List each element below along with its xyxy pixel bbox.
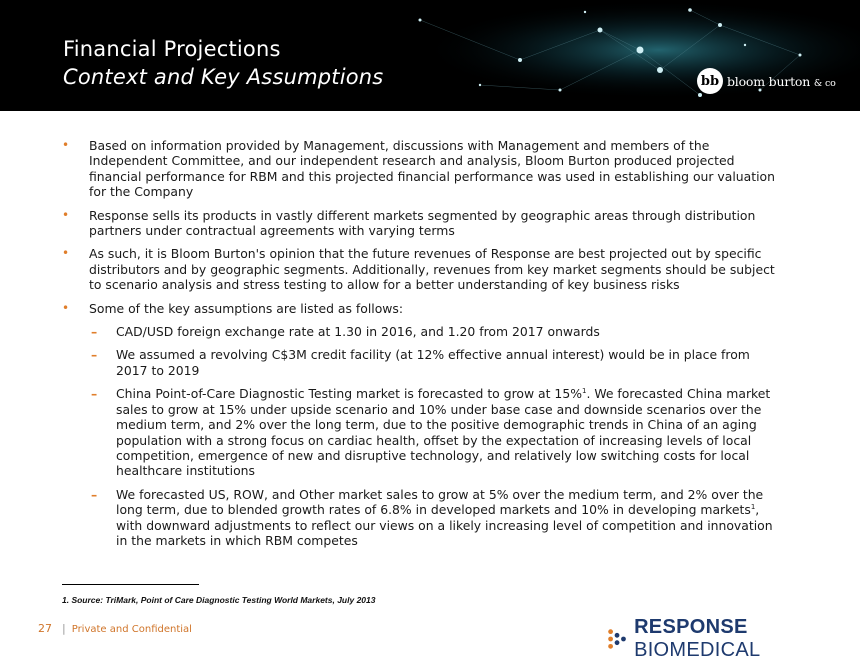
bullet-item [62,301,782,316]
bloom-burton-logo-icon: bb [697,68,723,94]
dash-icon: – [91,386,98,402]
footnote-divider [62,584,199,585]
title-subtitle: Context and Key Assumptions [63,65,384,89]
bloom-burton-logo-text: bloom burton & co [727,73,836,89]
sub-bullet-text: CAD/USD foreign exchange rate at 1.30 in 2016, and 1.20 from 2017 onwards [116,324,600,340]
sub-bullet-item [62,347,782,378]
footer [38,622,192,635]
bullet-item [62,246,782,292]
bullet-item [62,208,782,239]
confidentiality-label: Private and Confidential [71,624,192,635]
page-title [63,35,383,91]
title-main: Financial Projections [63,37,281,61]
header-banner [0,0,860,111]
bloom-burton-logo [697,67,836,95]
page-number: 27 [38,622,52,635]
dash-icon: – [91,486,98,502]
bullet-text: Some of the key assumptions are listed as follows: [89,300,404,316]
footer-separator: | [62,622,66,635]
response-biomedical-logo-text: RESPONSE BIOMEDICAL [634,616,761,661]
footnote: 1. Source: TriMark, Point of Care Diagnostic Testing World Markets, July 2013 [62,595,376,605]
sub-bullet-item [62,386,782,478]
sub-bullet-text: China Point-of-Care Diagnostic Testing market is forecasted to grow at 15%$^1$. We forecasted China market sales to grow at 15% under upside scenario and 10% under base case and downside scenarios over the medium term, and 2% over the long term, due to the positive demographic trends in China of an aging population with a strong focus on cardiac health, offset by the expectation of increasing levels of local competition, emergence of new and disruptive technology, and relatively low switching costs for local healthcare institutions [116,386,771,479]
response-biomedical-logo [606,616,860,662]
sub-bullet-item [62,487,782,549]
dash-icon: – [91,347,98,363]
footnote-reference: 1 [581,387,587,396]
content-body [62,138,782,556]
bullet-item [62,138,782,200]
response-biomedical-logo-icon [606,627,628,651]
dash-icon: – [91,324,98,340]
bullet-dot-icon: • [62,207,70,222]
sub-bullet-text: We forecasted US, ROW, and Other market sales to grow at 5% over the medium term, and 2% over the long term, due to blended growth rates of 6.8% in developed markets and 10% in developing markets$^1$, with downward adjustments to reflect our views on a likely increasing level of competition and innovation in the markets in which RBM competes [116,486,773,548]
bullet-dot-icon: • [62,300,70,315]
bullet-text: As such, it is Bloom Burton's opinion that the future revenues of Response are best projected out by specific distributors and by geographic segments. Additionally, revenues from key market segments should be subject to scenario analysis and stress testing to allow for a better understanding of key business risks [89,246,775,293]
bullet-dot-icon: • [62,138,70,152]
bullet-text: Response sells its products in vastly different markets segmented by geographic areas through distribution partners under contractual agreements with varying terms [89,207,756,239]
bullet-text: Based on information provided by Management, discussions with Management and members of the Independent Committee, and our independent research and analysis, Bloom Burton produced projected financial performance for RBM and this projected financial performance was used in establishing our valuation for the Company [89,138,775,200]
sub-bullet-item [62,324,782,339]
bullet-dot-icon: • [62,246,70,261]
footnote-reference: 1 [750,503,756,511]
sub-bullet-text: We assumed a revolving C$3M credit facility (at 12% effective annual interest) would be in place from 2017 to 2019 [116,347,750,378]
